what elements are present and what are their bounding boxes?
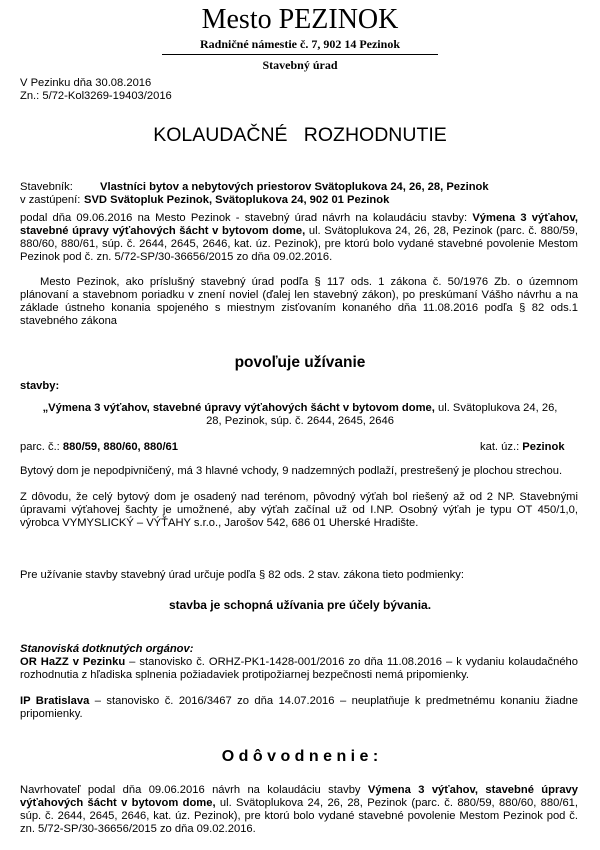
reasoning-heading: O d ô v o d n e n i e : bbox=[221, 748, 379, 765]
reasoning-paragraph bbox=[20, 784, 578, 836]
cadastre-label: kat. úz.: bbox=[480, 441, 523, 453]
parcel-value: 880/59, 880/60, 880/61 bbox=[62, 441, 178, 453]
opinion-fire-department-name: OR HaZZ v Pezinku bbox=[20, 656, 126, 668]
parcel-label: parc. č.: bbox=[20, 441, 63, 453]
intro-text-c: ul. Svätoplukova 24, 26, 28, Pezinok (parc. č. 880/59, 880/60, 880/61, súp. č. 2644, 2645, 2646, kat. úz. Pezinok), pre ktorú bolo vydané stavebné povolenie Mestom Pezinok pod č. zn. 5/72-SP/30-36656/2015 zo dňa 09.02.2016. bbox=[20, 225, 579, 263]
place-date: V Pezinku dňa 30.08.2016 bbox=[20, 77, 152, 89]
office-name: Stavebný úrad bbox=[262, 58, 338, 72]
representative-value: SVD Svätopluk Pezinok, Svätoplukova 24, 902 01 Pezinok bbox=[84, 194, 390, 206]
stavby-label: stavby: bbox=[20, 380, 60, 392]
document-title: KOLAUDAČNÉ ROZHODNUTIE bbox=[153, 124, 447, 146]
construction-address: ul. Svätoplukova 24, 26, 28, Pezinok, súp. č. 2644, 2645, 2646 bbox=[206, 402, 558, 427]
conditions-intro: Pre užívanie stavby stavebný úrad určuje podľa § 82 ods. 2 stav. zákona tieto podmienky: bbox=[20, 569, 464, 581]
representative-label: v zastúpení: bbox=[20, 194, 81, 206]
building-description: Bytový dom je nepodpivničený, má 3 hlavné vchody, 9 nadzemných podlaží, prestrešený je plochou strechou. bbox=[20, 465, 563, 477]
builder-label: Stavebník: bbox=[20, 181, 73, 193]
city-title: Mesto PEZINOK bbox=[201, 4, 399, 35]
opinion-fire-department-text: – stanovisko č. ORHZ-PK1-1428-001/2016 zo dňa 11.08.2016 – k vydaniu kolaudačného rozhodnutia z hľadiska splnenia požiadaviek protipožiarnej bezpečnosti nemá pripomienky. bbox=[20, 656, 578, 681]
builder-value: Vlastníci bytov a nebytových priestorov Svätoplukova 24, 26, 28, Pezinok bbox=[100, 181, 489, 193]
intro-paragraph bbox=[20, 212, 578, 264]
office-address: Radničné námestie č. 7, 902 14 Pezinok bbox=[200, 37, 400, 51]
condition-statement: stavba je schopná užívania pre účely bývania. bbox=[168, 598, 432, 612]
authority-paragraph: Mesto Pezinok, ako príslušný stavebný úrad podľa § 117 ods. 1 zákona č. 50/1976 Zb. o územnom plánovaní a stavebnom poriadku v znení noviel (ďalej len stavebný zákon), po preskúmaní Vášho návrhu a na základe ústneho konania spojeného s miestnym zisťovaním konaného dňa 11.08.2016 podľa § 82 ods.1 stavebného zákona bbox=[20, 276, 578, 327]
reasoning-text-c: ul. Svätoplukova 24, 26, 28, Pezinok (parc. č. 880/59, 880/60, 880/61, súp. č. 2644, 2645, 2646, kat. úz. Pezinok), pre ktorú bolo vydané stavebné povolenie Mestom Pezinok pod č. zn. 5/72-SP/30-36656/2015 zo dňa 09.02.2016. bbox=[20, 797, 578, 835]
builder-row bbox=[20, 181, 580, 194]
opinion-labour-inspectorate-text: – stanovisko č. 2016/3467 zo dňa 14.07.2016 – neuplatňuje k predmetnému konaniu žiadne pripomienky. bbox=[20, 695, 578, 720]
opinion-labour-inspectorate bbox=[20, 695, 578, 721]
construction-name: „Výmena 3 výťahov, stavebné úpravy výťahových šácht v bytovom dome, bbox=[42, 402, 435, 414]
opinion-fire-department bbox=[20, 656, 578, 682]
intro-text-a: podal dňa 09.06.2016 na Mesto Pezinok - stavebný úrad návrh na kolaudáciu stavby: bbox=[20, 212, 473, 224]
opinion-labour-inspectorate-name: IP Bratislava bbox=[20, 695, 90, 707]
header-rule bbox=[162, 54, 438, 55]
decision-heading: povoľuje užívanie bbox=[234, 354, 366, 371]
reasoning-text-a: Navrhovateľ podal dňa 09.06.2016 návrh na kolaudáciu stavby bbox=[20, 784, 368, 796]
cadastre-row bbox=[480, 441, 565, 454]
intro-construction-name: Výmena 3 výťahov, stavebné úpravy výťahových šácht v bytovom dome, bbox=[20, 212, 578, 237]
representative-row bbox=[20, 194, 580, 207]
reasoning-construction-name: Výmena 3 výťahov, stavebné úpravy výťahových šácht v bytovom dome, bbox=[20, 784, 578, 809]
cadastre-value: Pezinok bbox=[522, 441, 565, 453]
opinions-heading: Stanoviská dotknutých orgánov: bbox=[20, 643, 194, 655]
construction-description bbox=[40, 402, 560, 428]
elevator-description: Z dôvodu, že celý bytový dom je osadený nad terénom, pôvodný výťah bol riešený až od 2 NP. Stavebnými úpravami výťahovej šachty je umožnené, aby výťah začínal už od I.NP. Osobný výťah je typu OT 450/1,0, výrobca VYMYSLICKÝ – VÝŤAHY s.r.o., Jarošov 542, 686 01 Uherské Hradište. bbox=[20, 491, 578, 529]
reference-number: Zn.: 5/72-Kol3269-19403/2016 bbox=[20, 90, 172, 102]
